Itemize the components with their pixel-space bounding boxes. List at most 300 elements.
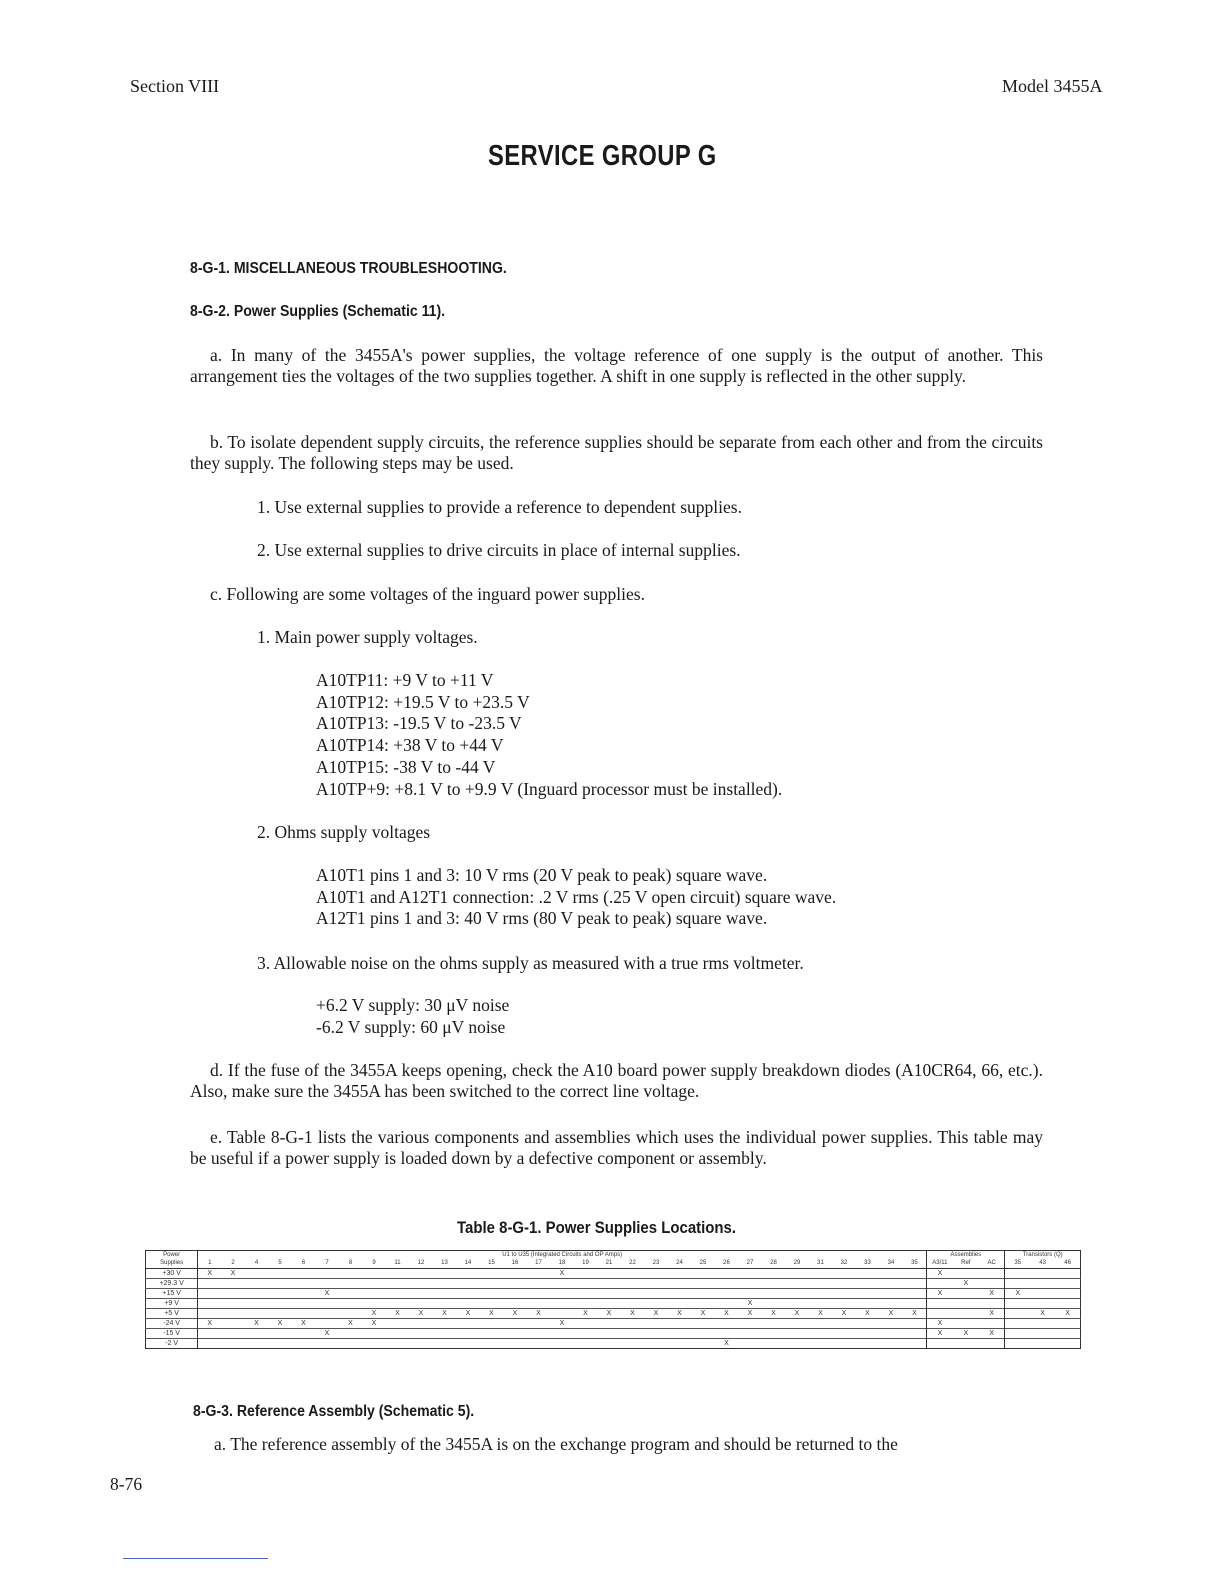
mark-cell xyxy=(268,1289,292,1299)
mark-cell: X xyxy=(621,1309,645,1319)
mark-cell xyxy=(597,1279,621,1289)
mark-cell xyxy=(409,1299,433,1309)
group-header-ic: U1 to U35 (Integrated Circuits and OP Amps) xyxy=(198,1251,927,1260)
column-header: 43 xyxy=(1030,1259,1055,1269)
mark-cell xyxy=(198,1329,222,1339)
mark-cell xyxy=(409,1269,433,1279)
supply-cell: +29.3 V xyxy=(146,1279,198,1289)
main-supply-voltages xyxy=(316,670,782,800)
paragraph-8g3-a: a. The reference assembly of the 3455A is on the exchange program and should be returned to the xyxy=(214,1434,898,1454)
mark-cell xyxy=(245,1309,269,1319)
mark-cell xyxy=(809,1299,833,1309)
mark-cell: X xyxy=(245,1319,269,1329)
mark-cell: X xyxy=(953,1329,979,1339)
mark-cell xyxy=(245,1269,269,1279)
mark-cell xyxy=(927,1309,953,1319)
column-header: 32 xyxy=(832,1259,856,1269)
mark-cell xyxy=(339,1289,363,1299)
mark-cell xyxy=(953,1299,979,1309)
column-header: 9 xyxy=(362,1259,386,1269)
mark-cell xyxy=(621,1279,645,1289)
mark-cell xyxy=(315,1299,339,1309)
mark-cell xyxy=(292,1309,316,1319)
mark-cell: X xyxy=(903,1309,927,1319)
page-number: 8-76 xyxy=(110,1474,143,1494)
mark-cell xyxy=(574,1299,598,1309)
mark-cell: X xyxy=(979,1289,1005,1299)
mark-cell xyxy=(362,1269,386,1279)
mark-cell xyxy=(762,1329,786,1339)
mark-cell xyxy=(715,1319,739,1329)
mark-cell xyxy=(644,1319,668,1329)
mark-cell xyxy=(292,1289,316,1299)
mark-cell xyxy=(644,1329,668,1339)
mark-cell xyxy=(927,1339,953,1349)
mark-cell xyxy=(433,1299,457,1309)
mark-cell xyxy=(480,1269,504,1279)
column-header: 31 xyxy=(809,1259,833,1269)
column-header: 29 xyxy=(785,1259,809,1269)
mark-cell xyxy=(409,1339,433,1349)
mark-cell: X xyxy=(809,1309,833,1319)
mark-cell: X xyxy=(856,1309,880,1319)
mark-cell: X xyxy=(1030,1309,1055,1319)
column-header: 35 xyxy=(903,1259,927,1269)
mark-cell xyxy=(668,1299,692,1309)
mark-cell xyxy=(550,1279,574,1289)
mark-cell xyxy=(832,1319,856,1329)
mark-cell xyxy=(738,1339,762,1349)
mark-cell xyxy=(245,1329,269,1339)
mark-cell xyxy=(386,1269,410,1279)
mark-cell xyxy=(456,1269,480,1279)
mark-cell xyxy=(245,1289,269,1299)
mark-cell xyxy=(979,1319,1005,1329)
column-header: 19 xyxy=(574,1259,598,1269)
mark-cell xyxy=(832,1269,856,1279)
mark-cell xyxy=(715,1289,739,1299)
mark-cell xyxy=(574,1319,598,1329)
mark-cell xyxy=(621,1319,645,1329)
mark-cell: X xyxy=(644,1309,668,1319)
column-header: 23 xyxy=(644,1259,668,1269)
mark-cell xyxy=(1005,1269,1030,1279)
mark-cell xyxy=(550,1299,574,1309)
mark-cell xyxy=(221,1329,245,1339)
mark-cell xyxy=(644,1269,668,1279)
mark-cell xyxy=(832,1299,856,1309)
mark-cell xyxy=(644,1289,668,1299)
mark-cell xyxy=(879,1279,903,1289)
mark-cell xyxy=(433,1339,457,1349)
mark-cell: X xyxy=(362,1309,386,1319)
mark-cell xyxy=(879,1319,903,1329)
voltage-line: A10TP15: -38 V to -44 V xyxy=(316,756,496,777)
mark-cell xyxy=(668,1289,692,1299)
supply-cell: +9 V xyxy=(146,1299,198,1309)
mark-cell xyxy=(644,1279,668,1289)
mark-cell xyxy=(785,1329,809,1339)
column-header: AC xyxy=(979,1259,1005,1269)
mark-cell: X xyxy=(433,1309,457,1319)
column-header: 11 xyxy=(386,1259,410,1269)
mark-cell xyxy=(691,1269,715,1279)
mark-cell xyxy=(362,1339,386,1349)
mark-cell xyxy=(1005,1309,1030,1319)
mark-cell xyxy=(221,1289,245,1299)
mark-cell: X xyxy=(1005,1289,1030,1299)
mark-cell xyxy=(574,1279,598,1289)
table-header-row xyxy=(146,1251,1081,1260)
mark-cell xyxy=(1055,1329,1080,1339)
mark-cell xyxy=(668,1339,692,1349)
mark-cell xyxy=(979,1269,1005,1279)
mark-cell xyxy=(480,1299,504,1309)
list-item: 1. Use external supplies to provide a reference to dependent supplies. xyxy=(257,497,742,517)
mark-cell xyxy=(221,1319,245,1329)
mark-cell xyxy=(762,1269,786,1279)
list-item: 1. Main power supply voltages. xyxy=(257,627,478,647)
mark-cell xyxy=(1005,1319,1030,1329)
mark-cell xyxy=(691,1319,715,1329)
mark-cell: X xyxy=(597,1309,621,1319)
heading-8g2: 8-G-2. Power Supplies (Schematic 11). xyxy=(190,303,446,320)
mark-cell xyxy=(621,1329,645,1339)
mark-cell xyxy=(903,1329,927,1339)
column-header: 34 xyxy=(879,1259,903,1269)
mark-cell xyxy=(433,1269,457,1279)
mark-cell xyxy=(809,1329,833,1339)
mark-cell xyxy=(503,1339,527,1349)
mark-cell xyxy=(979,1299,1005,1309)
mark-cell xyxy=(198,1289,222,1299)
mark-cell xyxy=(644,1339,668,1349)
mark-cell xyxy=(292,1329,316,1339)
mark-cell xyxy=(409,1279,433,1289)
supply-cell: +5 V xyxy=(146,1309,198,1319)
mark-cell xyxy=(362,1279,386,1289)
column-header: 33 xyxy=(856,1259,880,1269)
voltage-line: A10TP+9: +8.1 V to +9.9 V (Inguard processor must be installed). xyxy=(316,778,783,799)
table-row xyxy=(146,1269,1081,1279)
noise-values xyxy=(316,995,509,1038)
table-row xyxy=(146,1309,1081,1319)
column-header: Ref xyxy=(953,1259,979,1269)
mark-cell xyxy=(386,1279,410,1289)
mark-cell xyxy=(903,1319,927,1329)
mark-cell xyxy=(644,1299,668,1309)
mark-cell xyxy=(527,1329,551,1339)
mark-cell xyxy=(456,1279,480,1289)
power-supplies-table xyxy=(145,1250,1081,1349)
column-header: 15 xyxy=(480,1259,504,1269)
mark-cell xyxy=(879,1289,903,1299)
mark-cell xyxy=(856,1279,880,1289)
mark-cell xyxy=(527,1269,551,1279)
mark-cell xyxy=(1055,1279,1080,1289)
voltage-line: A10TP11: +9 V to +11 V xyxy=(316,670,494,690)
column-header: 4 xyxy=(245,1259,269,1269)
group-header-assemblies: Assemblies xyxy=(927,1251,1005,1260)
mark-cell: X xyxy=(574,1309,598,1319)
mark-cell xyxy=(574,1289,598,1299)
mark-cell xyxy=(738,1279,762,1289)
mark-cell xyxy=(715,1279,739,1289)
mark-cell xyxy=(1005,1279,1030,1289)
mark-cell xyxy=(1030,1329,1055,1339)
mark-cell: X xyxy=(979,1329,1005,1339)
column-header: A3/11 xyxy=(927,1259,953,1269)
mark-cell xyxy=(762,1319,786,1329)
supply-header: Supplies xyxy=(146,1259,198,1269)
mark-cell xyxy=(527,1289,551,1299)
mark-cell xyxy=(268,1329,292,1339)
mark-cell xyxy=(292,1269,316,1279)
mark-cell xyxy=(221,1309,245,1319)
paragraph-c: c. Following are some voltages of the inguard power supplies. xyxy=(210,584,645,604)
mark-cell xyxy=(691,1299,715,1309)
mark-cell xyxy=(339,1269,363,1279)
mark-cell xyxy=(574,1269,598,1279)
mark-cell xyxy=(785,1279,809,1289)
mark-cell xyxy=(574,1329,598,1339)
mark-cell: X xyxy=(927,1319,953,1329)
mark-cell xyxy=(903,1269,927,1279)
mark-cell xyxy=(715,1329,739,1339)
mark-cell: X xyxy=(198,1319,222,1329)
supply-header: Power xyxy=(146,1251,198,1260)
mark-cell xyxy=(903,1299,927,1309)
mark-cell xyxy=(245,1299,269,1309)
mark-cell xyxy=(668,1279,692,1289)
mark-cell xyxy=(386,1339,410,1349)
mark-cell xyxy=(480,1319,504,1329)
mark-cell xyxy=(386,1299,410,1309)
mark-cell xyxy=(362,1329,386,1339)
mark-cell xyxy=(832,1289,856,1299)
mark-cell xyxy=(856,1319,880,1329)
mark-cell xyxy=(433,1289,457,1299)
list-item: 2. Use external supplies to drive circuits in place of internal supplies. xyxy=(257,540,741,560)
mark-cell xyxy=(597,1299,621,1309)
mark-cell xyxy=(785,1299,809,1309)
mark-cell xyxy=(268,1279,292,1289)
heading-8g1: 8-G-1. MISCELLANEOUS TROUBLESHOOTING. xyxy=(190,260,507,277)
mark-cell xyxy=(979,1279,1005,1289)
mark-cell: X xyxy=(503,1309,527,1319)
mark-cell xyxy=(1005,1339,1030,1349)
mark-cell xyxy=(292,1339,316,1349)
mark-cell xyxy=(856,1329,880,1339)
mark-cell xyxy=(1005,1329,1030,1339)
mark-cell xyxy=(362,1299,386,1309)
supply-cell: +15 V xyxy=(146,1289,198,1299)
paragraph-d: d. If the fuse of the 3455A keeps opening, check the A10 board power supply breakdown diodes (A10CR64, 66, etc.). Also, make sure the 3455A has been switched to the correct line voltage. xyxy=(190,1060,1043,1101)
mark-cell xyxy=(339,1309,363,1319)
paragraph-a: a. In many of the 3455A's power supplies, the voltage reference of one supply is the output of another. This arrangement ties the voltages of the two supplies together. A shift in one supply is reflected in the other supply. xyxy=(190,345,1043,386)
supply-cell: -15 V xyxy=(146,1329,198,1339)
column-header: 21 xyxy=(597,1259,621,1269)
mark-cell xyxy=(198,1299,222,1309)
section-label: Section VIII xyxy=(130,76,220,96)
table-caption: Table 8-G-1. Power Supplies Locations. xyxy=(457,1218,737,1237)
mark-cell xyxy=(832,1329,856,1339)
mark-cell xyxy=(738,1319,762,1329)
mark-cell xyxy=(315,1339,339,1349)
mark-cell xyxy=(809,1289,833,1299)
mark-cell xyxy=(927,1279,953,1289)
mark-cell xyxy=(1055,1299,1080,1309)
mark-cell xyxy=(1030,1269,1055,1279)
mark-cell xyxy=(433,1319,457,1329)
mark-cell: X xyxy=(832,1309,856,1319)
mark-cell xyxy=(480,1339,504,1349)
mark-cell xyxy=(1030,1299,1055,1309)
mark-cell xyxy=(550,1289,574,1299)
mark-cell xyxy=(856,1289,880,1299)
mark-cell xyxy=(1055,1289,1080,1299)
mark-cell xyxy=(621,1289,645,1299)
mark-cell xyxy=(409,1319,433,1329)
mark-cell: X xyxy=(268,1319,292,1329)
mark-cell xyxy=(221,1339,245,1349)
mark-cell xyxy=(480,1329,504,1339)
mark-cell: X xyxy=(927,1289,953,1299)
column-header: 1 xyxy=(198,1259,222,1269)
mark-cell xyxy=(339,1279,363,1289)
mark-cell xyxy=(503,1279,527,1289)
mark-cell xyxy=(1005,1299,1030,1309)
mark-cell xyxy=(762,1279,786,1289)
mark-cell xyxy=(315,1279,339,1289)
mark-cell xyxy=(315,1269,339,1279)
mark-cell xyxy=(550,1329,574,1339)
mark-cell xyxy=(268,1309,292,1319)
mark-cell xyxy=(832,1279,856,1289)
mark-cell xyxy=(738,1329,762,1339)
mark-cell xyxy=(1030,1289,1055,1299)
mark-cell xyxy=(433,1329,457,1339)
mark-cell xyxy=(503,1269,527,1279)
list-item: 3. Allowable noise on the ohms supply as measured with a true rms voltmeter. xyxy=(257,953,804,973)
supply-cell: -2 V xyxy=(146,1339,198,1349)
mark-cell: X xyxy=(315,1329,339,1339)
column-header: 22 xyxy=(621,1259,645,1269)
mark-cell xyxy=(809,1269,833,1279)
mark-cell: X xyxy=(550,1319,574,1329)
mark-cell xyxy=(668,1329,692,1339)
column-header: 25 xyxy=(691,1259,715,1269)
mark-cell xyxy=(785,1289,809,1299)
mark-cell xyxy=(315,1309,339,1319)
paragraph-e: e. Table 8-G-1 lists the various components and assemblies which uses the individual power supplies. This table may be useful if a power supply is loaded down by a defective component or assembly. xyxy=(190,1127,1043,1168)
mark-cell xyxy=(527,1299,551,1309)
mark-cell xyxy=(362,1289,386,1299)
mark-cell xyxy=(409,1329,433,1339)
mark-cell xyxy=(339,1299,363,1309)
mark-cell xyxy=(621,1339,645,1349)
column-header: 5 xyxy=(268,1259,292,1269)
mark-cell xyxy=(456,1289,480,1299)
column-header: 17 xyxy=(527,1259,551,1269)
mark-cell xyxy=(879,1269,903,1279)
mark-cell xyxy=(480,1289,504,1299)
mark-cell xyxy=(1030,1319,1055,1329)
mark-cell: X xyxy=(785,1309,809,1319)
mark-cell: X xyxy=(315,1289,339,1299)
paragraph-b: b. To isolate dependent supply circuits, the reference supplies should be separate from each other and from the circuits they supply. The following steps may be used. xyxy=(190,432,1043,473)
mark-cell: X xyxy=(386,1309,410,1319)
mark-cell xyxy=(503,1319,527,1329)
mark-cell xyxy=(785,1319,809,1329)
mark-cell xyxy=(245,1279,269,1289)
mark-cell xyxy=(597,1339,621,1349)
mark-cell xyxy=(456,1329,480,1339)
column-header: 2 xyxy=(221,1259,245,1269)
group-header-transistors: Transistors (Q) xyxy=(1022,1252,1063,1258)
mark-cell xyxy=(1030,1279,1055,1289)
mark-cell xyxy=(339,1339,363,1349)
table-row xyxy=(146,1289,1081,1299)
list-item: 2. Ohms supply voltages xyxy=(257,822,431,842)
mark-cell xyxy=(1055,1339,1080,1349)
mark-cell: X xyxy=(480,1309,504,1319)
mark-cell xyxy=(245,1339,269,1349)
column-header: 26 xyxy=(715,1259,739,1269)
mark-cell xyxy=(809,1339,833,1349)
column-header: 7 xyxy=(315,1259,339,1269)
mark-cell xyxy=(856,1299,880,1309)
model-label: Model 3455A xyxy=(1002,76,1103,96)
mark-cell: X xyxy=(715,1339,739,1349)
mark-cell: X xyxy=(1055,1309,1080,1319)
table-row xyxy=(146,1319,1081,1329)
mark-cell xyxy=(597,1269,621,1279)
column-header: 35 xyxy=(1005,1259,1030,1269)
mark-cell xyxy=(668,1269,692,1279)
mark-cell: X xyxy=(762,1309,786,1319)
mark-cell xyxy=(691,1289,715,1299)
mark-cell: X xyxy=(979,1309,1005,1319)
mark-cell xyxy=(953,1289,979,1299)
mark-cell xyxy=(1055,1269,1080,1279)
mark-cell xyxy=(198,1309,222,1319)
mark-cell xyxy=(762,1339,786,1349)
mark-cell xyxy=(738,1289,762,1299)
mark-cell xyxy=(268,1269,292,1279)
mark-cell xyxy=(953,1269,979,1279)
mark-cell xyxy=(527,1319,551,1329)
mark-cell xyxy=(879,1299,903,1309)
mark-cell xyxy=(292,1279,316,1289)
mark-cell xyxy=(503,1289,527,1299)
mark-cell xyxy=(691,1279,715,1289)
mark-cell xyxy=(903,1339,927,1349)
mark-cell xyxy=(292,1299,316,1309)
mark-cell xyxy=(597,1319,621,1329)
mark-cell xyxy=(527,1339,551,1349)
heading-8g3: 8-G-3. Reference Assembly (Schematic 5). xyxy=(193,1403,475,1420)
mark-cell xyxy=(762,1289,786,1299)
voltage-line: A12T1 pins 1 and 3: 40 V rms (80 V peak to peak) square wave. xyxy=(316,908,768,929)
voltage-line: A10T1 and A12T1 connection: .2 V rms (.25 V open circuit) square wave. xyxy=(316,886,837,907)
column-header: 16 xyxy=(503,1259,527,1269)
table-row xyxy=(146,1339,1081,1349)
column-header: 14 xyxy=(456,1259,480,1269)
mark-cell xyxy=(668,1319,692,1329)
mark-cell: X xyxy=(550,1269,574,1279)
mark-cell xyxy=(715,1269,739,1279)
